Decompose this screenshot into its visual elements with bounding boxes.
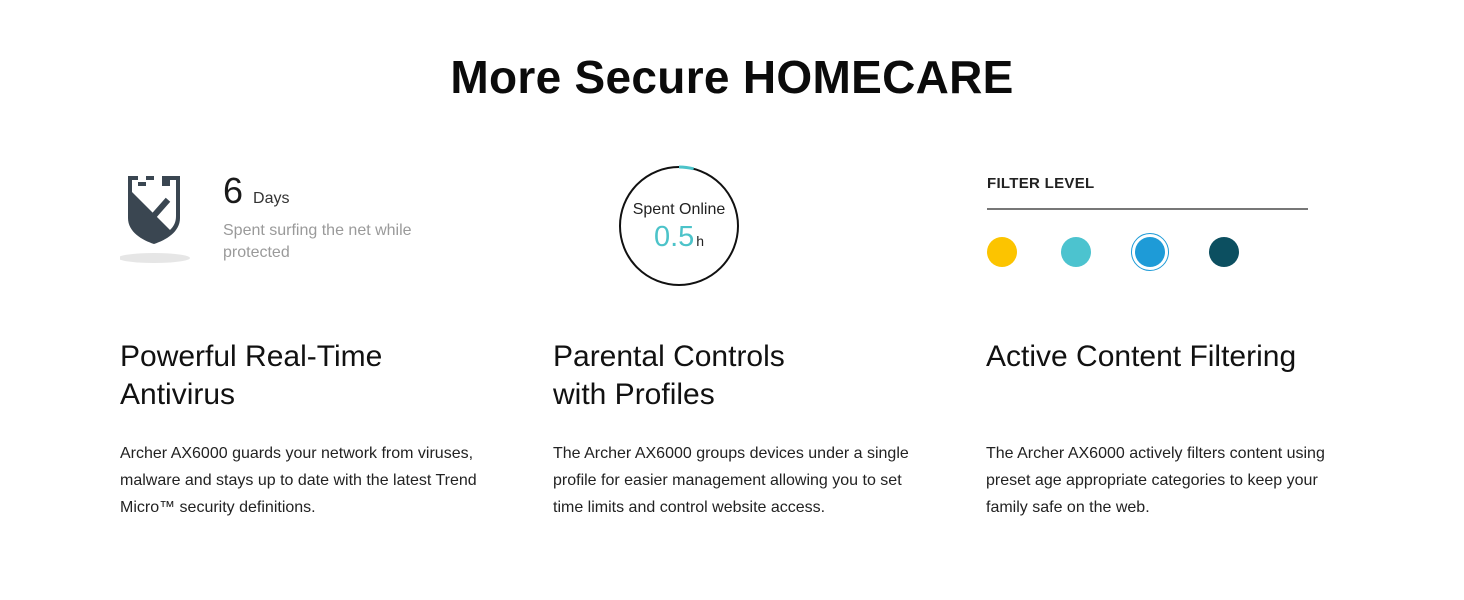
filter-divider	[987, 208, 1308, 210]
filtering-description: The Archer AX6000 actively filters content using preset age appropriate categories to keep your family safe on the web.	[986, 445, 1325, 516]
parental-heading-line1: Parental Controls	[553, 340, 785, 373]
spent-online-value-row	[618, 221, 740, 254]
parental-heading-line2: with Profiles	[553, 378, 715, 411]
antivirus-heading	[120, 338, 460, 414]
filter-level-dot-3[interactable]	[1135, 237, 1165, 267]
spent-online-ring	[618, 165, 740, 287]
days-value: 6	[223, 170, 244, 211]
antivirus-heading-line2: Antivirus	[120, 378, 236, 411]
filter-level-dot-1[interactable]	[987, 237, 1017, 267]
filter-level-dot-4[interactable]	[1209, 237, 1239, 267]
filter-level-selector	[987, 235, 1247, 271]
protected-caption: Spent surfing the net while protected	[223, 222, 412, 261]
filtering-heading: Active Content Filtering	[986, 340, 1297, 373]
parental-description: The Archer AX6000 groups devices under a single profile for easier management allowing you to set time limits and control website access.	[553, 445, 909, 516]
spent-online-label: Spent Online	[632, 201, 726, 218]
parental-heading	[553, 338, 893, 414]
filter-level-dot-2[interactable]	[1061, 237, 1091, 267]
filter-level-label: FILTER LEVEL	[987, 175, 1095, 192]
page-title: More Secure HOMECARE	[450, 51, 1014, 103]
spent-online-value: 0.5	[653, 221, 695, 253]
antivirus-heading-line1: Powerful Real-Time	[120, 340, 383, 373]
spent-online-unit: h	[696, 233, 705, 249]
days-protected-stat	[223, 170, 289, 212]
shield-check-icon	[120, 170, 190, 265]
antivirus-description: Archer AX6000 guards your network from viruses, malware and stays up to date with the latest Trend Micro™ security definitions.	[120, 445, 477, 516]
days-unit: Days	[253, 190, 290, 207]
